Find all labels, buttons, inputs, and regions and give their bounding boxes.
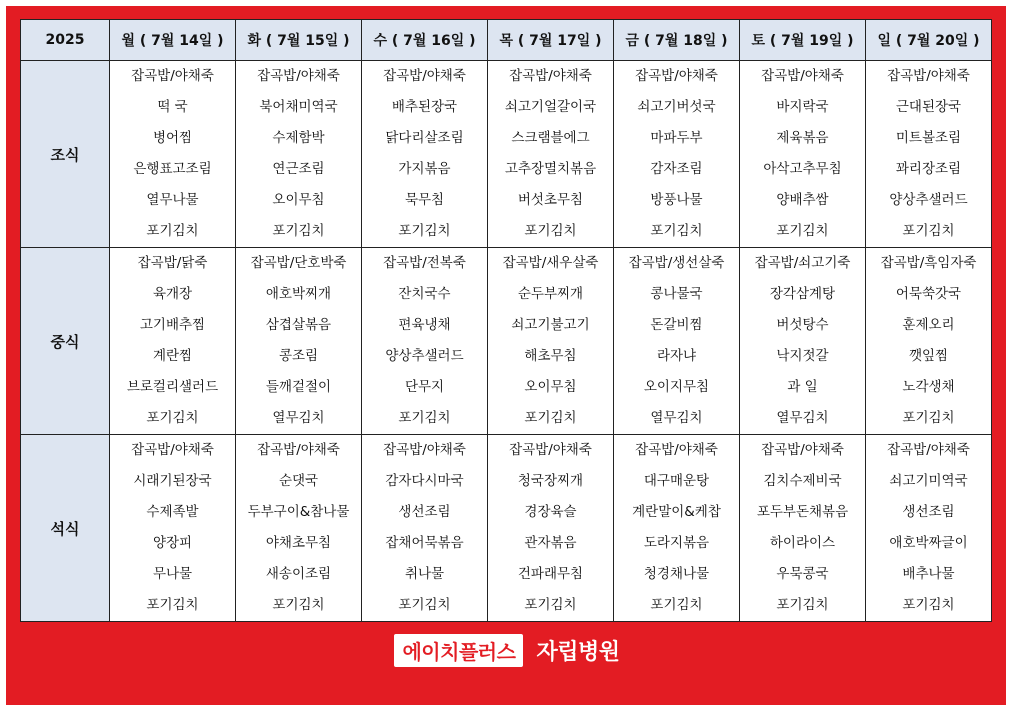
menu-cell	[236, 435, 362, 622]
weekly-menu-table	[20, 19, 992, 622]
menu-item: 장각삼계탕	[769, 286, 836, 302]
menu-item: 육개장	[152, 286, 193, 302]
day-header: 월 ( 7월 14일 )	[110, 20, 236, 61]
menu-item: 포기김치	[272, 597, 325, 613]
menu-item: 닭다리살조림	[385, 130, 464, 146]
menu-item: 방풍나물	[650, 192, 703, 208]
menu-item: 포기김치	[902, 597, 955, 613]
menu-item: 포기김치	[776, 223, 829, 239]
day-header: 토 ( 7월 19일 )	[740, 20, 866, 61]
meal-label: 조식	[21, 61, 110, 248]
menu-item: 오이지무침	[643, 379, 710, 395]
menu-item: 미트볼조림	[895, 130, 962, 146]
menu-item: 감자다시마국	[385, 473, 464, 489]
menu-item: 포기김치	[650, 223, 703, 239]
menu-item: 훈제오리	[902, 317, 955, 333]
menu-item: 잡곡밥/흑임자죽	[880, 255, 977, 271]
menu-item: 잡곡밥/야채죽	[761, 442, 844, 458]
menu-item: 청경채나물	[643, 566, 710, 582]
menu-item: 고기배추찜	[139, 317, 206, 333]
menu-item: 김치수제비국	[763, 473, 842, 489]
menu-item: 잡곡밥/쇠고기죽	[754, 255, 851, 271]
menu-item: 두부구이&참나물	[247, 504, 350, 520]
menu-item: 제육볶음	[776, 130, 829, 146]
menu-item: 포기김치	[146, 223, 199, 239]
day-header: 수 ( 7월 16일 )	[362, 20, 488, 61]
menu-item: 양장피	[152, 535, 193, 551]
menu-item: 시래기된장국	[133, 473, 212, 489]
meal-row	[21, 248, 992, 435]
menu-item: 우묵콩국	[776, 566, 829, 582]
menu-cell	[614, 61, 740, 248]
menu-cell	[236, 248, 362, 435]
menu-item: 경장육슬	[524, 504, 577, 520]
menu-item: 애호박짜글이	[889, 535, 968, 551]
menu-item: 잡곡밥/야채죽	[131, 442, 214, 458]
menu-cell	[740, 248, 866, 435]
menu-cell	[110, 248, 236, 435]
menu-item: 잡곡밥/야채죽	[509, 68, 592, 84]
menu-item: 포기김치	[398, 223, 451, 239]
brand-logo: 에이치플러스	[394, 634, 523, 667]
menu-cell	[488, 61, 614, 248]
menu-item: 묵무침	[404, 192, 445, 208]
meal-row	[21, 435, 992, 622]
menu-cell	[866, 435, 992, 622]
day-header: 일 ( 7월 20일 )	[866, 20, 992, 61]
menu-cell	[488, 435, 614, 622]
menu-item: 새송이조림	[265, 566, 332, 582]
menu-item: 북어채미역국	[259, 99, 338, 115]
menu-item: 포기김치	[524, 597, 577, 613]
menu-item: 들깨겉절이	[265, 379, 332, 395]
menu-item: 쇠고기불고기	[511, 317, 590, 333]
menu-item: 돈갈비찜	[650, 317, 703, 333]
day-header: 목 ( 7월 17일 )	[488, 20, 614, 61]
hospital-name: 자립병원	[536, 640, 620, 665]
menu-item: 열무나물	[146, 192, 199, 208]
menu-item: 잡곡밥/야채죽	[887, 442, 970, 458]
menu-item: 건파래무침	[517, 566, 584, 582]
menu-item: 생선조림	[398, 504, 451, 520]
menu-item: 삼겹살볶음	[265, 317, 332, 333]
menu-item: 쇠고기미역국	[889, 473, 968, 489]
menu-item: 잡곡밥/야채죽	[383, 68, 466, 84]
header-row	[21, 20, 992, 61]
menu-item: 꽈리장조림	[895, 161, 962, 177]
menu-item: 열무김치	[272, 410, 325, 426]
menu-cell	[362, 61, 488, 248]
menu-item: 근대된장국	[895, 99, 962, 115]
menu-item: 잡곡밥/야채죽	[887, 68, 970, 84]
menu-cell	[866, 61, 992, 248]
menu-item: 수제족발	[146, 504, 199, 520]
menu-cell	[866, 248, 992, 435]
menu-item: 포기김치	[776, 597, 829, 613]
meal-label: 석식	[21, 435, 110, 622]
menu-item: 잡곡밥/야채죽	[257, 68, 340, 84]
menu-item: 포두부돈채볶음	[756, 504, 849, 520]
menu-cell	[110, 61, 236, 248]
menu-item: 잡곡밥/새우살죽	[502, 255, 599, 271]
menu-item: 브로컬리샐러드	[126, 379, 219, 395]
menu-item: 생선조림	[902, 504, 955, 520]
menu-item: 잡곡밥/야채죽	[635, 442, 718, 458]
menu-item: 잡곡밥/야채죽	[257, 442, 340, 458]
menu-item: 바지락국	[776, 99, 829, 115]
menu-item: 쇠고기얼갈이국	[504, 99, 597, 115]
menu-item: 떡 국	[157, 99, 188, 115]
menu-item: 병어찜	[152, 130, 193, 146]
menu-item: 오이무침	[524, 379, 577, 395]
menu-item: 양배추쌈	[776, 192, 829, 208]
menu-cell	[488, 248, 614, 435]
meal-label: 중식	[21, 248, 110, 435]
menu-item: 아삭고추무침	[763, 161, 842, 177]
menu-item: 포기김치	[902, 223, 955, 239]
menu-cell	[614, 435, 740, 622]
menu-item: 포기김치	[146, 410, 199, 426]
menu-item: 양상추샐러드	[889, 192, 968, 208]
menu-cell	[110, 435, 236, 622]
footer	[0, 634, 1014, 667]
menu-item: 라자냐	[656, 348, 697, 364]
menu-item: 고추장멸치볶음	[504, 161, 597, 177]
menu-item: 배추나물	[902, 566, 955, 582]
menu-item: 잡곡밥/야채죽	[383, 442, 466, 458]
menu-cell	[362, 248, 488, 435]
menu-item: 잡곡밥/야채죽	[761, 68, 844, 84]
menu-item: 마파두부	[650, 130, 703, 146]
menu-item: 버섯초무침	[517, 192, 584, 208]
menu-item: 과 일	[787, 379, 818, 395]
menu-item: 깻잎찜	[908, 348, 949, 364]
menu-item: 콩조림	[278, 348, 319, 364]
menu-item: 양상추샐러드	[385, 348, 464, 364]
menu-item: 도라지볶음	[643, 535, 710, 551]
menu-item: 버섯탕수	[776, 317, 829, 333]
meal-row	[21, 61, 992, 248]
menu-cell	[362, 435, 488, 622]
menu-item: 대구매운탕	[643, 473, 710, 489]
menu-item: 계란찜	[152, 348, 193, 364]
menu-item: 계란말이&케찹	[632, 504, 721, 520]
menu-item: 단무지	[404, 379, 445, 395]
menu-cell	[236, 61, 362, 248]
menu-item: 노각생채	[902, 379, 955, 395]
day-header: 화 ( 7월 15일 )	[236, 20, 362, 61]
menu-item: 청국장찌개	[517, 473, 584, 489]
menu-item: 관자볶음	[524, 535, 577, 551]
menu-item: 낙지젓갈	[776, 348, 829, 364]
menu-item: 포기김치	[524, 410, 577, 426]
menu-cell	[740, 61, 866, 248]
menu-item: 어묵쑥갓국	[895, 286, 962, 302]
menu-item: 잡곡밥/생선살죽	[628, 255, 725, 271]
menu-item: 하이라이스	[769, 535, 836, 551]
menu-item: 스크램블에그	[511, 130, 590, 146]
menu-cell	[614, 248, 740, 435]
menu-item: 콩나물국	[650, 286, 703, 302]
menu-item: 포기김치	[902, 410, 955, 426]
menu-item: 포기김치	[146, 597, 199, 613]
menu-item: 야채초무침	[265, 535, 332, 551]
menu-cell	[740, 435, 866, 622]
menu-item: 포기김치	[650, 597, 703, 613]
menu-item: 잔치국수	[398, 286, 451, 302]
menu-item: 잡채어묵볶음	[385, 535, 464, 551]
menu-item: 포기김치	[398, 410, 451, 426]
menu-item: 잡곡밥/닭죽	[137, 255, 208, 271]
menu-item: 포기김치	[398, 597, 451, 613]
menu-item: 은행표고조림	[133, 161, 212, 177]
menu-item: 포기김치	[524, 223, 577, 239]
menu-item: 오이무침	[272, 192, 325, 208]
menu-item: 연근조림	[272, 161, 325, 177]
year-header: 2025	[21, 20, 110, 61]
menu-item: 쇠고기버섯국	[637, 99, 716, 115]
menu-item: 열무김치	[650, 410, 703, 426]
menu-item: 잡곡밥/야채죽	[509, 442, 592, 458]
menu-item: 순두부찌개	[517, 286, 584, 302]
menu-item: 해초무침	[524, 348, 577, 364]
menu-item: 잡곡밥/단호박죽	[250, 255, 347, 271]
menu-item: 잡곡밥/야채죽	[635, 68, 718, 84]
menu-item: 감자조림	[650, 161, 703, 177]
menu-item: 취나물	[404, 566, 445, 582]
menu-item: 편육냉채	[398, 317, 451, 333]
menu-item: 잡곡밥/전복죽	[383, 255, 466, 271]
menu-item: 수제함박	[272, 130, 325, 146]
menu-item: 애호박찌개	[265, 286, 332, 302]
day-header: 금 ( 7월 18일 )	[614, 20, 740, 61]
menu-item: 무나물	[152, 566, 193, 582]
menu-item: 배추된장국	[391, 99, 458, 115]
menu-item: 잡곡밥/야채죽	[131, 68, 214, 84]
menu-item: 열무김치	[776, 410, 829, 426]
menu-item: 순댓국	[278, 473, 319, 489]
menu-item: 가지볶음	[398, 161, 451, 177]
menu-item: 포기김치	[272, 223, 325, 239]
